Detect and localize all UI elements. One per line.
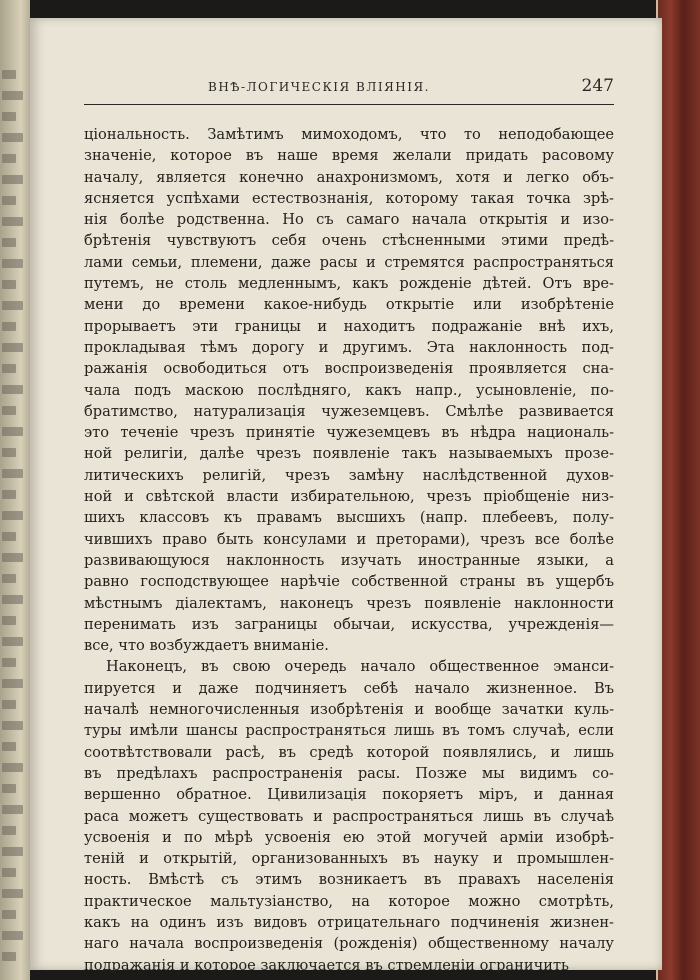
previous-page-text-fragment bbox=[2, 175, 23, 184]
text-line: прокладывая тѣмъ дорогу и другимъ. Эта наклонность под- bbox=[84, 338, 614, 356]
text-line: ной религіи, далѣе чрезъ появленіе такъ называемыхъ прозе- bbox=[84, 445, 614, 463]
previous-page-text-fragment bbox=[2, 658, 16, 667]
text-line: перенимать изъ заграницы обычаи, искусства, учрежденія— bbox=[84, 615, 614, 633]
text-line: подражанія и которое заключается въ стремленіи ограничить bbox=[84, 956, 569, 974]
text-line: наго начала воспроизведенія (рожденія) общественному началу bbox=[84, 935, 614, 953]
previous-page-text-fragment bbox=[2, 427, 23, 436]
text-line: вершенно обратное. Цивилизація покоряетъ міръ, и данная bbox=[84, 786, 614, 804]
text-line: ясняется успѣхами естествознанія, которому такая точка зрѣ- bbox=[84, 189, 614, 207]
previous-page-text-fragment bbox=[2, 742, 16, 751]
previous-page-text-fragment bbox=[2, 805, 23, 814]
previous-page-text-fragment bbox=[2, 217, 23, 226]
text-line: началѣ немногочисленныя изобрѣтенія и вообще зачатки куль- bbox=[84, 701, 614, 719]
previous-page-text-fragment bbox=[2, 700, 16, 709]
text-line: туры имѣли шансы распространяться лишь въ томъ случаѣ, если bbox=[84, 722, 614, 740]
text-line: значеніе, которое въ наше время желали придать расовому bbox=[84, 147, 614, 165]
previous-page-text-fragment bbox=[2, 784, 16, 793]
previous-page-text-fragment bbox=[2, 196, 16, 205]
previous-page-text-fragment bbox=[2, 679, 23, 688]
text-line: раса можетъ существовать и распространяться лишь въ случаѣ bbox=[84, 807, 614, 825]
text-line: Наконецъ, въ свою очередь начало общественное эманси- bbox=[106, 658, 614, 676]
text-line: равно господствующее нарѣчіе собственной страны въ ущербъ bbox=[84, 573, 614, 591]
text-line: пируется и даже подчиняетъ себѣ начало жизненное. Въ bbox=[84, 679, 614, 697]
previous-page-text-fragment bbox=[2, 553, 23, 562]
previous-page-text-fragment bbox=[2, 721, 23, 730]
text-line: литическихъ религій, чрезъ замѣну наслѣдственной духов- bbox=[84, 466, 614, 484]
text-line: нія болѣе родственна. Но съ самаго начала открытія и изо- bbox=[84, 211, 614, 229]
text-line: шихъ классовъ къ правамъ высшихъ (напр. плебеевъ, полу- bbox=[84, 509, 614, 527]
previous-page-text-fragment bbox=[2, 868, 16, 877]
book-page bbox=[30, 18, 662, 974]
previous-page-text-fragment bbox=[2, 469, 23, 478]
text-line: брѣтенія чувствуютъ себя очень стѣсненными этими предѣ- bbox=[84, 232, 614, 250]
text-line: практическое мальтузіанство, на которое можно смотрѣть, bbox=[84, 892, 614, 910]
text-line: теній и открытій, организованныхъ въ науку и промышлен- bbox=[84, 850, 614, 868]
previous-page-text-fragment bbox=[2, 910, 16, 919]
previous-page-edge bbox=[0, 0, 30, 980]
previous-page-text-fragment bbox=[2, 301, 23, 310]
previous-page-text-fragment bbox=[2, 322, 16, 331]
previous-page-text-fragment bbox=[2, 931, 23, 940]
previous-page-text-fragment bbox=[2, 490, 16, 499]
previous-page-text-fragment bbox=[2, 91, 23, 100]
page-number: 247 bbox=[581, 76, 614, 96]
previous-page-text-fragment bbox=[2, 385, 23, 394]
text-line: ражанія освободиться отъ воспроизведенія проявляется сна- bbox=[84, 360, 614, 378]
text-line: лами семьи, племени, даже расы и стремятся распространяться bbox=[84, 253, 614, 271]
previous-page-text-fragment bbox=[2, 574, 16, 583]
previous-page-text-fragment bbox=[2, 154, 16, 163]
paragraph bbox=[84, 656, 614, 975]
text-line: мѣстнымъ діалектамъ, наконецъ чрезъ появленіе наклонности bbox=[84, 594, 614, 612]
text-line: ціональность. Замѣтимъ мимоходомъ, что то неподобающее bbox=[84, 126, 614, 143]
previous-page-text-fragment bbox=[2, 343, 23, 352]
text-line: ность. Вмѣстѣ съ этимъ возникаетъ въ правахъ населенія bbox=[84, 871, 614, 889]
previous-page-text-fragment bbox=[2, 847, 23, 856]
previous-page-text-fragment bbox=[2, 406, 16, 415]
previous-page-text-fragment bbox=[2, 532, 16, 541]
previous-page-text-fragment bbox=[2, 952, 16, 961]
text-line: какъ на одинъ изъ видовъ отрицательнаго подчиненія жизнен- bbox=[84, 913, 614, 931]
text-line: чала подъ маскою послѣдняго, какъ напр., усыновленіе, по- bbox=[84, 381, 614, 399]
previous-page-text-fragment bbox=[2, 280, 16, 289]
text-line: прорываетъ эти границы и находитъ подражаніе внѣ ихъ, bbox=[84, 317, 614, 335]
book-cover bbox=[658, 0, 700, 980]
previous-page-text-fragment bbox=[2, 259, 23, 268]
text-line: это теченіе чрезъ принятіе чужеземцевъ въ нѣдра националь- bbox=[84, 424, 614, 442]
text-line: все, что возбуждаетъ вниманіе. bbox=[84, 637, 329, 655]
previous-page-text-fragment bbox=[2, 826, 16, 835]
previous-page-text-fragment bbox=[2, 595, 23, 604]
previous-page-text-fragment bbox=[2, 511, 23, 520]
text-line: усвоенія и по мѣрѣ усвоенія ею этой могучей арміи изобрѣ- bbox=[84, 828, 614, 846]
running-head: ВНѢ-ЛОГИЧЕСКІЯ ВЛІЯНІЯ. bbox=[208, 80, 430, 94]
text-line: началу, является конечно анахронизмомъ, хотя и легко объ- bbox=[84, 168, 614, 186]
previous-page-text-fragment bbox=[2, 763, 23, 772]
text-line: мени до времени какое-нибудь открытіе или изобрѣтеніе bbox=[84, 296, 614, 314]
text-line: ной и свѣтской власти избирательною, чрезъ пріобщеніе низ- bbox=[84, 488, 614, 506]
previous-page-text-fragment bbox=[2, 238, 16, 247]
text-line: путемъ, не столь медленнымъ, какъ рожденіе дѣтей. Отъ вре- bbox=[84, 275, 614, 293]
previous-page-text-fragment bbox=[2, 133, 23, 142]
previous-page-text-fragment bbox=[2, 637, 23, 646]
previous-page-text-fragment bbox=[2, 889, 23, 898]
text-line: развивающуюся наклонность изучать иностранные языки, а bbox=[84, 551, 614, 569]
previous-page-text-fragment bbox=[2, 112, 16, 121]
text-line: чившихъ право быть консулами и преторами), чрезъ все болѣе bbox=[84, 530, 614, 548]
text-line: въ предѣлахъ распространенія расы. Позже мы видимъ со- bbox=[84, 764, 614, 782]
previous-page-text-fragment bbox=[2, 448, 16, 457]
paragraph bbox=[84, 124, 614, 656]
previous-page-text-fragment bbox=[2, 364, 16, 373]
page-header bbox=[84, 74, 614, 105]
previous-page-text-fragment bbox=[2, 616, 16, 625]
previous-page-text-fragment bbox=[2, 70, 16, 79]
body-text bbox=[84, 124, 614, 976]
text-line: братимство, натурализація чужеземцевъ. Смѣлѣе развивается bbox=[84, 402, 614, 420]
text-line: соотвѣтствовали расѣ, въ средѣ которой появлялись, и лишь bbox=[84, 743, 614, 761]
